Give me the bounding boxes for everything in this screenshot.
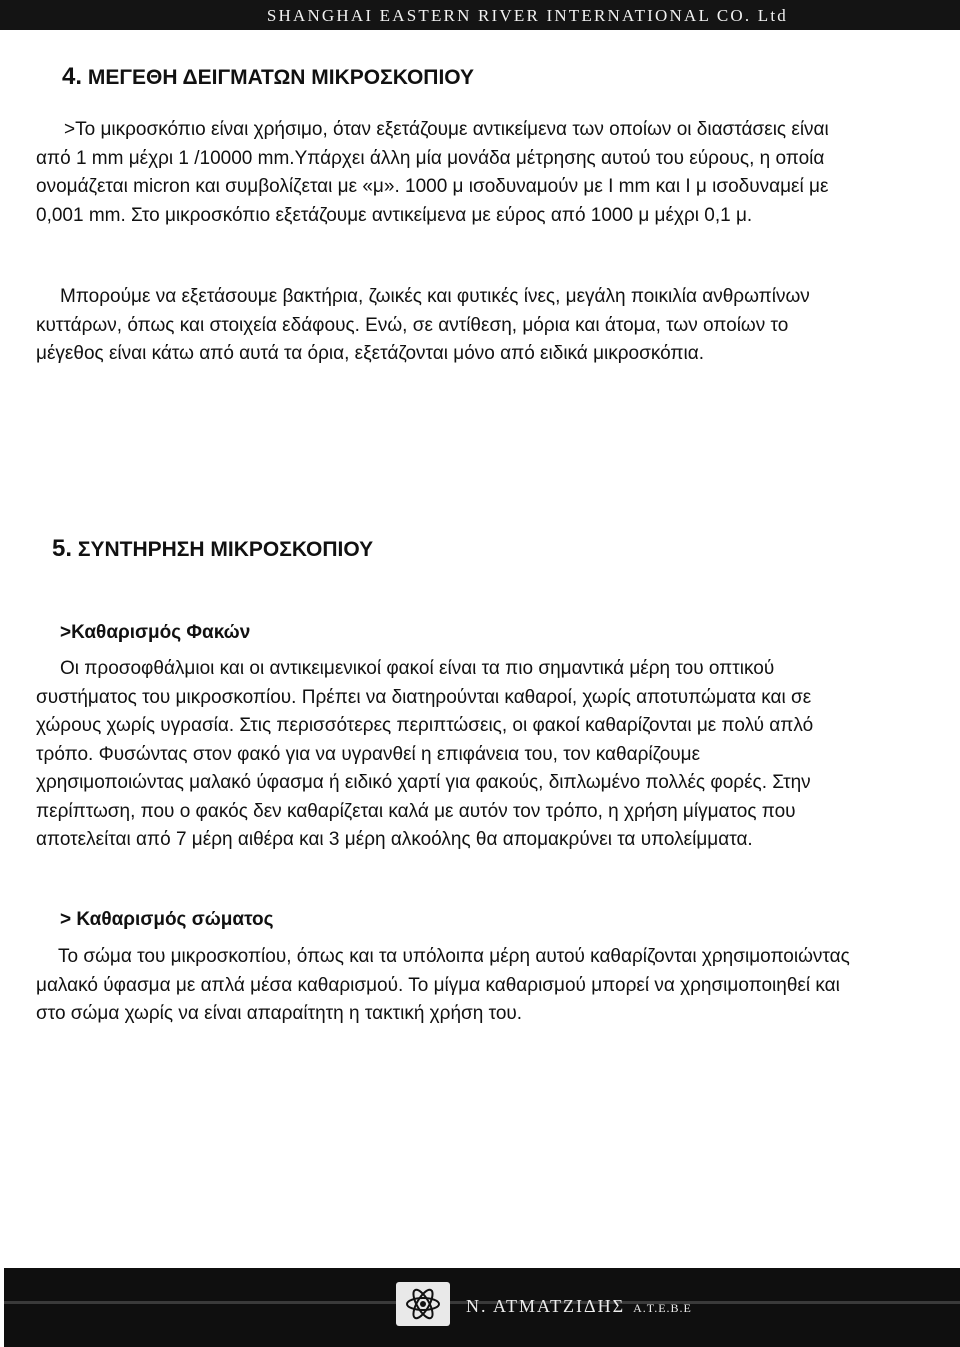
section-4-paragraph-2: Μπορούμε να εξετάσουμε βακτήρια, ζωικές και φυτικές ίνες, μεγάλη ποικιλία ανθρωπίνων κυττάρων, όπως και στοιχεία εδάφους. Ενώ, σε αντίθεση, μόρια και άτομα, των οποίων το μέγεθος είναι κάτω από αυτά τα όρια, εξετάζονται μόνο από ειδικά μικροσκόπια. (36, 286, 810, 364)
section-5-number: 5. (52, 535, 73, 562)
footer-brand-suffix: Α.Τ.Ε.Β.Ε (633, 1301, 692, 1315)
section-4-heading (62, 63, 474, 91)
company-name: SHANGHAI EASTERN RIVER INTERNATIONAL CO. Ltd (266, 6, 788, 25)
section-5-title: ΣΥΝΤΗΡΗΣΗ ΜΙΚΡΟΣΚΟΠΙΟΥ (77, 538, 374, 561)
footer-brand (466, 1296, 692, 1317)
section-4-paragraph-1: >Το μικροσκόπιο είναι χρήσιμο, όταν εξετάζουμε αντικείμενα των οποίων οι διαστάσεις είναι από 1 mm μέχρι 1 /10000 mm.Υπάρχει άλλη μία μονάδα μέτρησης αυτού του εύρους, η οποία ονομάζεται micron και συμβολίζεται με «μ». 1000 μ ισοδυναμούν με I mm και I μ ισοδυναμεί με 0,001 mm. Στο μικροσκόπιο εξετάζουμε αντικείμενα με εύρος από 1000 μ μέχρι 0,1 μ. (36, 119, 829, 226)
section-4-number: 4. (62, 63, 83, 90)
lens-cleaning-text: Οι προσοφθάλμιοι και οι αντικειμενικοί φακοί είναι τα πιο σημαντικά μέρη του οπτικού συστήματος του μικροσκοπίου. Πρέπει να διατηρούνται καθαροί, χωρίς αποτυπώματα και σε χώρους χωρίς υγρασία. Στις περισσότερες περιπτώσεις, οι φακοί καθαρίζονται με πολύ απλό τρόπο. Φυσώντας στον φακό για να υγρανθεί η επιφάνεια του, τον καθαρίζουμε χρησιμοποιώντας μαλακό ύφασμα ή ειδικό χαρτί για φακούς, διπλωμένο πολλές φορές. Στην περίπτωση, που ο φακός δεν καθαρίζεται καλά με αυτόν τον τρόπο, η χρήση μίγματος που αποτελείται από 7 μέρη αιθέρα και 3 μέρη αλκοόλης θα απομακρύνει τα υπολείμματα. (36, 658, 814, 850)
footer-band (4, 1268, 960, 1347)
body-cleaning-text: Το σώμα του μικροσκοπίου, όπως και τα υπόλοιπα μέρη αυτού καθαρίζονται χρησιμοποιώντας μαλακό ύφασμα με απλά μέσα καθαρισμού. Το μίγμα καθαρισμού μπορεί να χρησιμοποιηθεί και στο σώμα χωρίς να είναι απαραίτητη η τακτική χρήση του. (36, 946, 850, 1024)
section-4-title: ΜΕΓΕΘΗ ΔΕΙΓΜΑΤΩΝ ΜΙΚΡΟΣΚΟΠΙΟΥ (87, 66, 475, 89)
atom-logo-icon (396, 1282, 450, 1326)
lens-cleaning-heading: >Καθαρισμός Φακών (60, 622, 251, 643)
body-cleaning-heading: > Καθαρισμός σώματος (60, 909, 274, 930)
footer-brand-name: Ν. ΑΤΜΑΤΖΙΔΗΣ (466, 1296, 626, 1316)
section-5-heading (52, 535, 373, 563)
header-band (0, 0, 960, 30)
